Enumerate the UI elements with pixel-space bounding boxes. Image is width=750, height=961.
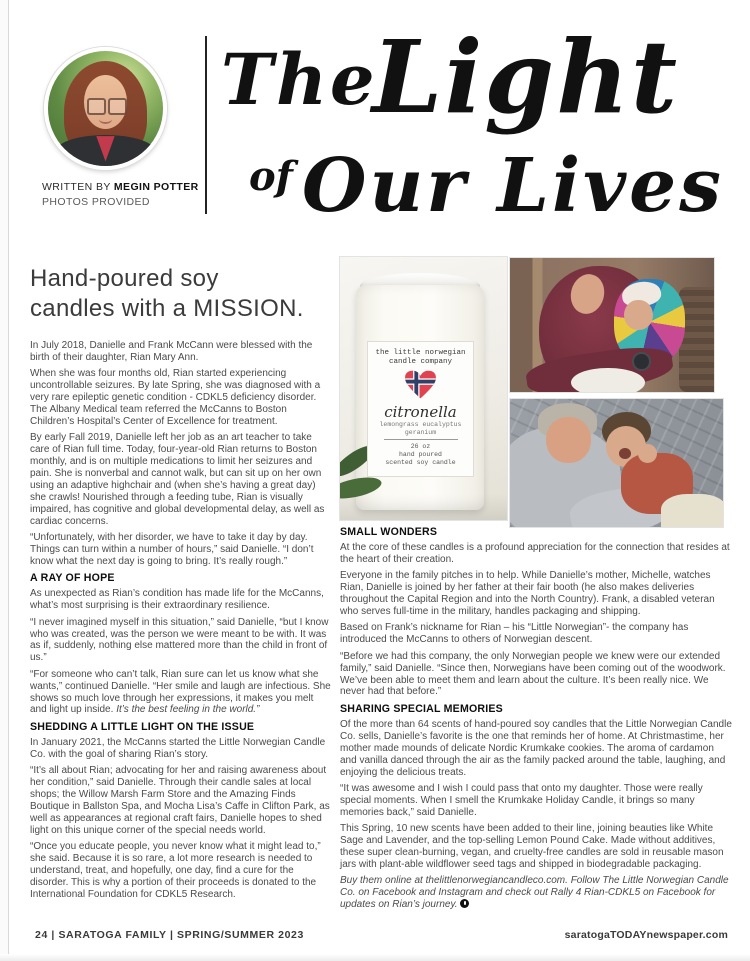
title-word-light: Light xyxy=(372,18,680,136)
family-photo-grandfather-and-rian xyxy=(510,399,723,527)
child-face xyxy=(624,300,653,331)
paragraph: “It was awesome and I wish I could pass that onto my daughter. Those were really special moments. When I smell the Krumkake Holiday Candle, it brings so many memories back,” said Danielle. xyxy=(340,782,703,818)
byline-prefix: WRITTEN BY xyxy=(42,181,114,193)
candle-size: 26 oz xyxy=(410,443,431,450)
paragraph-text: “For someone who can’t talk, Rian sure can let us know what she wants,” continued Danielle. “Her smile and laugh are infectious. She shows so much love through her expressions, it makes you melt and light up inside. xyxy=(30,668,331,716)
article-headline xyxy=(30,264,331,324)
page-edge-left-strip xyxy=(0,0,8,961)
end-of-article-icon xyxy=(460,899,469,908)
child-hand xyxy=(638,444,657,463)
section-heading-sharing-memories: SHARING SPECIAL MEMORIES xyxy=(340,702,503,715)
footer-website: saratogaTODAYnewspaper.com xyxy=(564,929,728,941)
left-column xyxy=(30,264,331,905)
paragraph: Everyone in the family pitches in to help. While Danielle’s mother, Michelle, watches Rian, Danielle is joined by her father at their fair booth (he also makes deliveries throughout the Capital Region and into the North Country). Frank, a disabled veteran who serves full-time in the military, handles packaging and shipping. xyxy=(340,570,715,618)
candle-company-line2: candle company xyxy=(388,358,452,366)
label-divider-line xyxy=(384,439,458,440)
byline xyxy=(42,180,199,210)
right-column xyxy=(340,524,732,915)
section-heading-ray-of-hope: A RAY OF HOPE xyxy=(30,572,115,585)
page-edge-bottom xyxy=(0,954,750,961)
section-heading-small-wonders: SMALL WONDERS xyxy=(340,526,438,538)
paragraph: At the core of these candles is a profound appreciation for the connection that resides at the heart of their creation. xyxy=(340,542,730,565)
closing-paragraph-text: Buy them online at thelittlenorwegiancandleco.com. Follow The Little Norwegian Candle Co. on Facebook and Instagram and check out Rally 4 Rian-CDKL5 on Facebook for updates on Rian’s journey. xyxy=(340,875,729,911)
paragraph: By early Fall 2019, Danielle left her job as an art teacher to take care of Rian full time. Today, four-year-old Rian returns to Boston monthly, and is on multiple medications to limit her seizures and pain. She is nonverbal and cannot walk, but can sit up on her own using an adaptive highchair and (when she’s having a great day) she crawls! Nourished through a feeding tube, Rian is visually impaired, has cognitive and global developmental delay, as well as cardiac concerns. xyxy=(30,432,325,527)
paragraph: “It’s all about Rian; advocating for her and raising awareness about her condition,” said Danielle. Through their candle sales at local shops; the Willow Marsh Farm Store and the Amazing Finds Boutique in Ballston Spa, and Mocha Lisa’s Caffe in Clifton Park, as well as appearances at regional craft fairs, Danielle hopes to shed light on this unique corner of the special needs world. xyxy=(30,765,330,836)
wicker-chair-shape xyxy=(679,287,714,392)
candle-photo-table-shadow xyxy=(340,494,507,520)
norwegian-flag-heart-icon xyxy=(404,370,437,399)
candle-type-line1: hand poured xyxy=(399,451,442,458)
paragraph: As unexpected as Rian’s condition has made life for the McCanns, what’s most surprising is their extraordinary resilience. xyxy=(30,588,324,612)
paragraph: “Before we had this company, the only Norwegian people we knew were our extended family,” said Danielle. “Since then, Norwegians have been coming out of the woodwork. We’ve been able to meet them and learn about the culture. It’s been really nice. We never had that before.” xyxy=(340,650,726,698)
candle-scent-notes xyxy=(368,421,473,436)
candle-company-line1: the little norwegian xyxy=(375,349,466,357)
candle-type-line2: scented soy candle xyxy=(385,459,456,466)
byline-author-name: MEGIN POTTER xyxy=(113,181,199,193)
closing-paragraph xyxy=(340,875,732,911)
candle-product-photo xyxy=(340,257,507,520)
title-words-our-lives: Our Lives xyxy=(302,143,724,229)
paragraph: Of the more than 64 scents of hand-poured soy candles that the Little Norwegian Candle Co. sells, Danielle’s favorite is the one that reminds her of home. At Christmastime, her mother made mounds of delicate Nordic Krumkake cookies. The aroma of cardamon and vanilla danced through the air as the family packed around the table, laughing, and enjoying the delicious treats. xyxy=(340,718,732,778)
family-photo-grandmother-and-rian xyxy=(510,258,714,392)
wrist-watch-shape xyxy=(632,352,650,371)
byline-writer xyxy=(42,180,199,195)
headline-line2: candles with a MISSION. xyxy=(30,295,304,322)
candle-scent-name: citronella xyxy=(384,403,457,421)
paragraph xyxy=(30,669,331,717)
author-glasses-right xyxy=(108,98,127,115)
candle-company-name xyxy=(368,349,473,367)
title-word-the: The xyxy=(221,38,378,121)
section-heading-shedding-light: SHEDDING A LITTLE LIGHT ON THE ISSUE xyxy=(30,720,255,733)
white-blanket-shape xyxy=(571,368,644,392)
paragraph: “Once you educate people, you never know what it might lead to,” she said. Because it is so rare, a lot more research is needed to understand, treat, and hopefully, one day, find a cure for the disorder. This is why a portion of their proceeds is donated to the International Foundation for CDKL5 Research. xyxy=(30,841,321,900)
author-photo xyxy=(44,47,167,170)
paragraph: “I never imagined myself in this situation,” said Danielle, “but I know who was created, was the person we were meant to be with. It was as if, suddenly, nothing else mattered more than the child in front of us.” xyxy=(30,616,329,664)
grandfather-face xyxy=(546,417,591,463)
paragraph: In July 2018, Danielle and Frank McCann were blessed with the birth of their daughter, Rian Mary Ann. xyxy=(30,340,313,363)
header-divider xyxy=(205,36,207,214)
paragraph-italic-text: It’s the best feeling in the world.” xyxy=(116,704,260,716)
paragraph: “Unfortunately, with her disorder, we have to take it day by day. Things can turn within a number of hours,” said Danielle. “I don’t know what the next day is going to bring. It’s really rough.” xyxy=(30,532,314,567)
paragraph: This Spring, 10 new scents have been added to their line, joining beauties like White Sage and Lavender, and the top-selling Lemon Pound Cake. Made without additives, these super clean-burning, vegan, and cruelty-free candles are sold in reusable mason jars with plant-able wildflower seed tags and shipped in biodegradable packaging. xyxy=(340,823,724,870)
author-glasses-left xyxy=(87,98,106,115)
paragraph: When she was four months old, Rian started experiencing uncontrollable seizures. By late Spring, she was diagnosed with a very rare epileptic genetic condition - CDKL5 deficiency disorder. The Albany Medical team referred the McCanns to Boston Children’s Hospital’s Center of Excellence for treatment. xyxy=(30,368,321,427)
headline-line1: Hand-poured soy xyxy=(30,265,219,292)
candle-notes-line2: geranium xyxy=(404,428,437,436)
candle-label xyxy=(367,341,474,477)
footer-page-info: 24 | SARATOGA FAMILY | SPRING/SUMMER 2023 xyxy=(35,929,304,941)
title-word-of: of xyxy=(249,153,293,200)
paragraph: Based on Frank’s nickname for Rian – his “Little Norwegian”- the company has introduced the McCanns to others of Norwegian descent. xyxy=(340,622,689,646)
paragraph: In January 2021, the McCanns started the Little Norwegian Candle Co. with the goal of sharing Rian’s story. xyxy=(30,736,326,760)
candle-notes-line1: lemongrass eucalyptus xyxy=(379,421,462,428)
photos-credit: PHOTOS PROVIDED xyxy=(42,196,150,208)
cream-blanket-shape xyxy=(661,494,723,527)
page-edge-left-line xyxy=(8,0,9,961)
